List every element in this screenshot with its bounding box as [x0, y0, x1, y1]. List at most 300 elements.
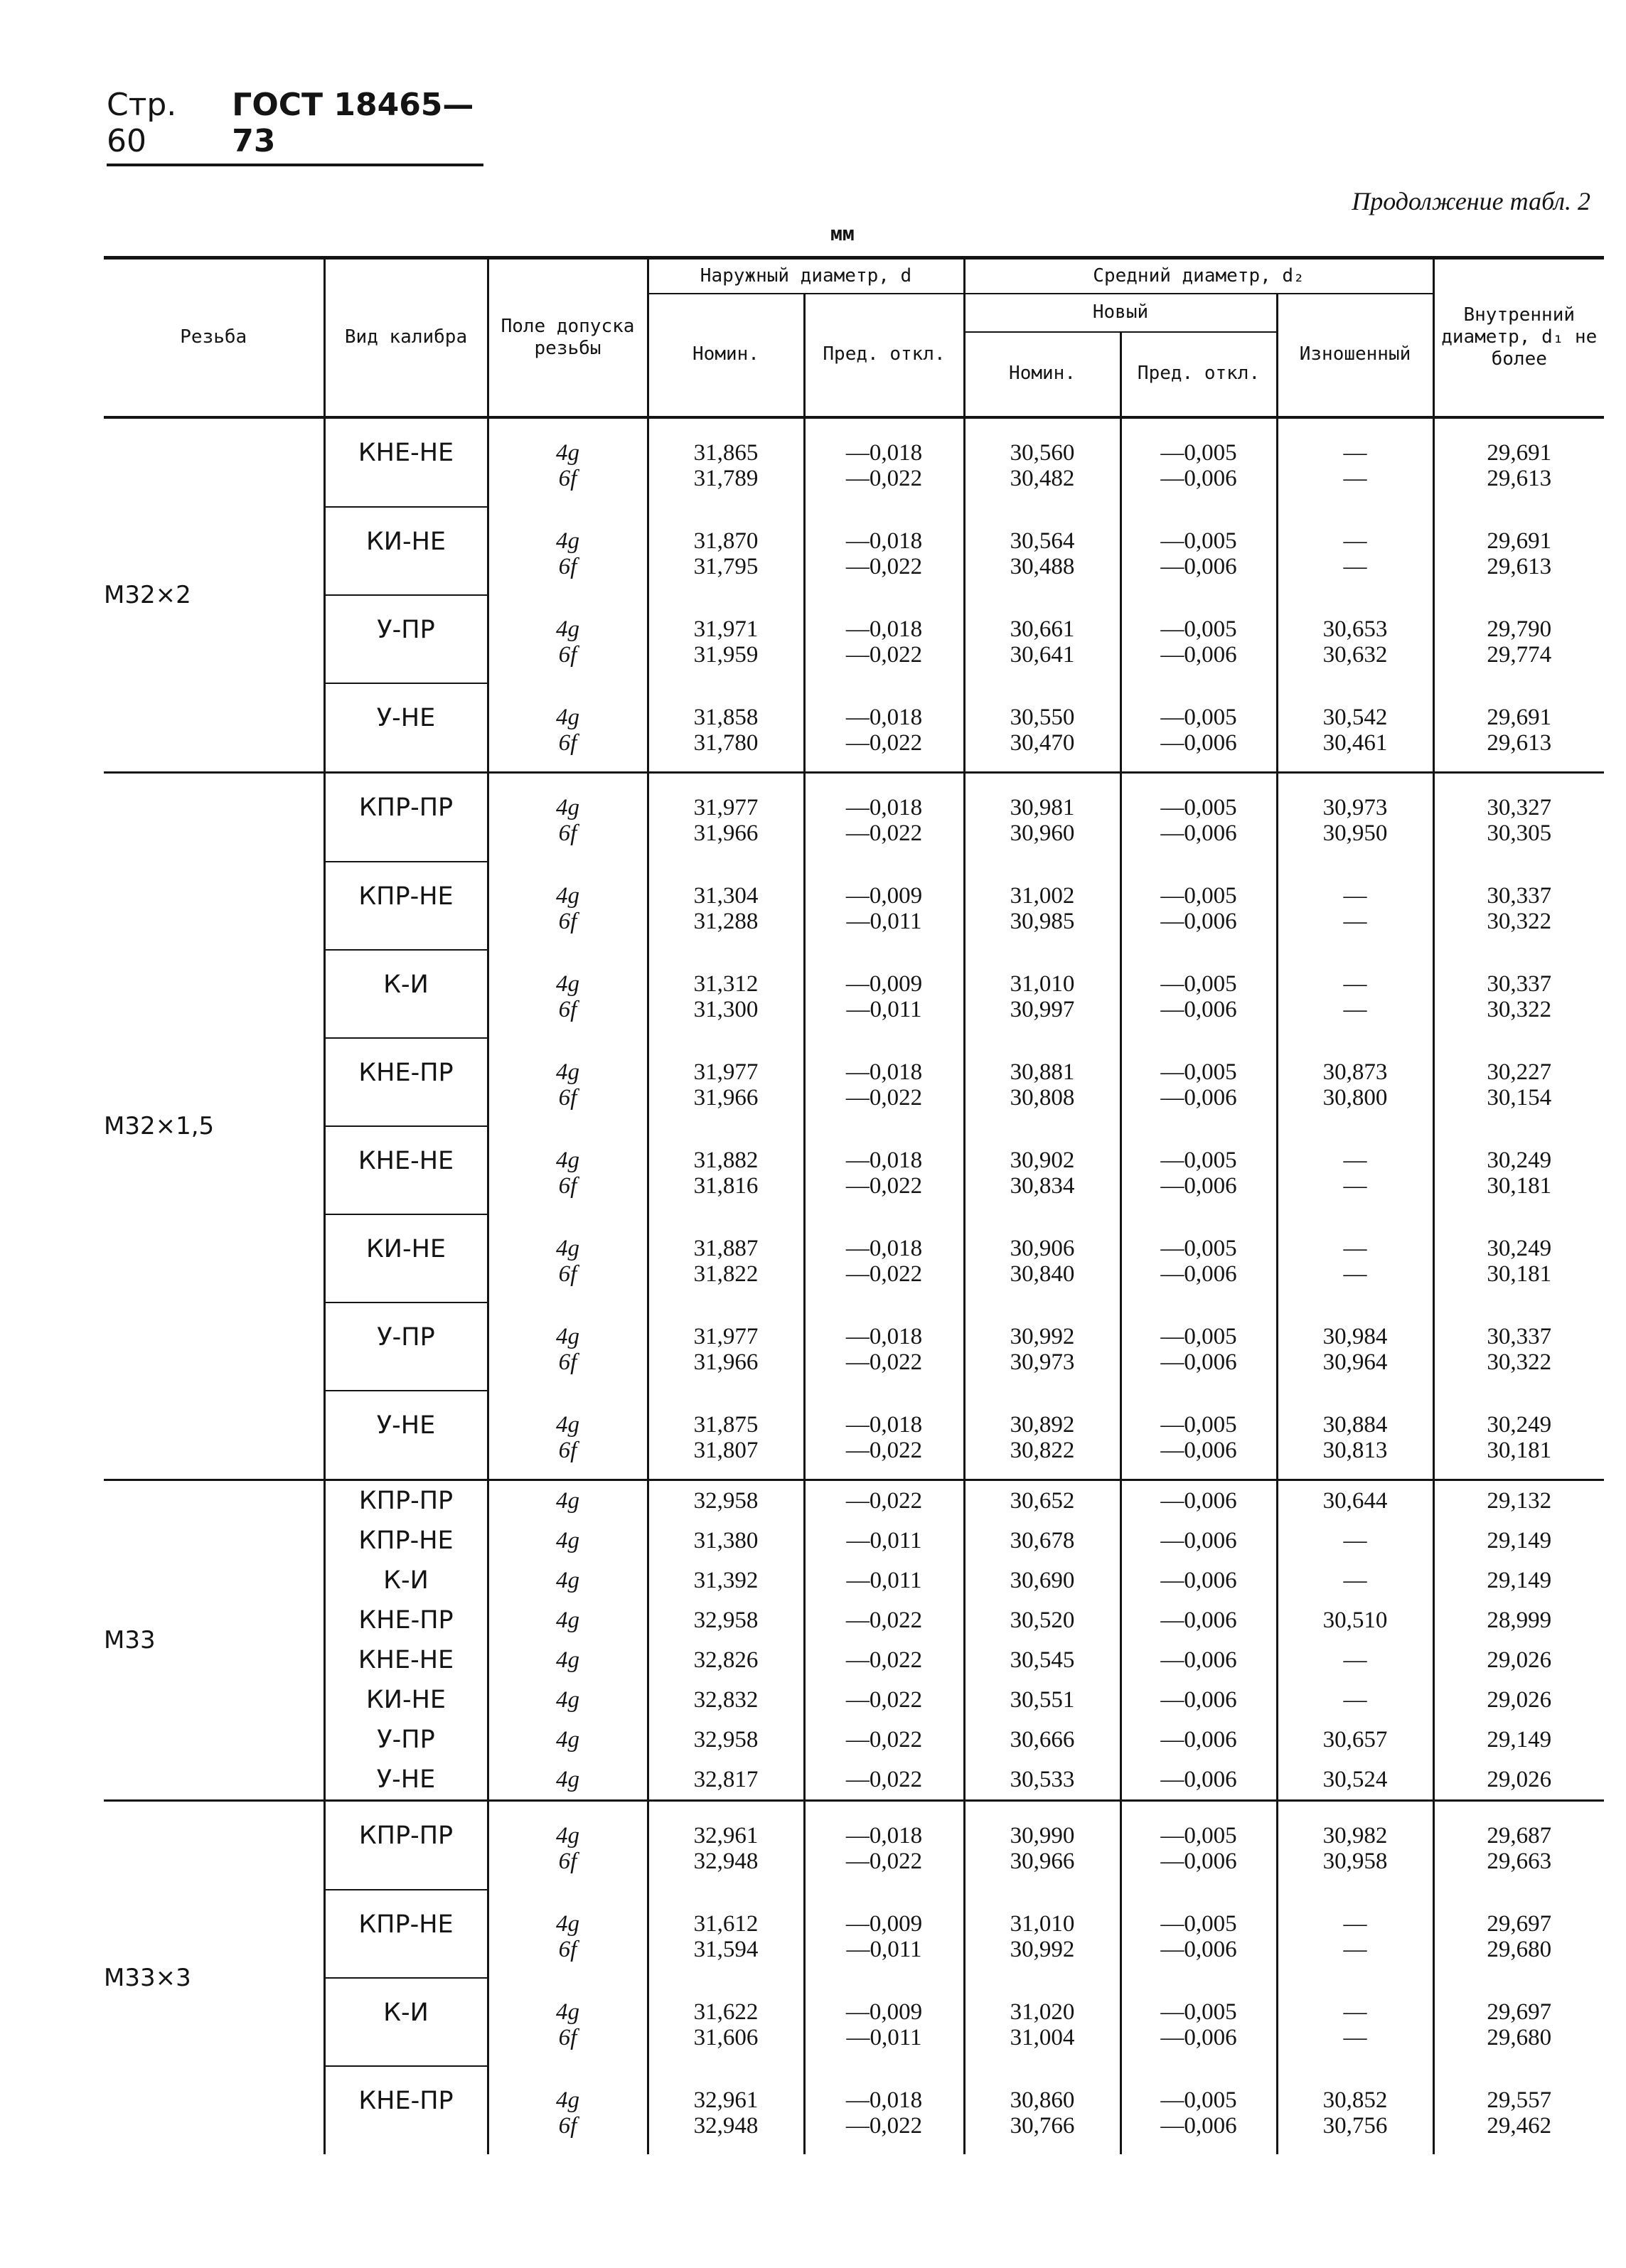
cell-value: 29,680	[1487, 1936, 1552, 1962]
mid-worn-cell	[1277, 683, 1433, 773]
outer-nom-cell	[648, 1600, 804, 1640]
inner-cell	[1433, 950, 1604, 1038]
col-outer-group: Наружный диаметр, d	[648, 258, 964, 294]
cell-value: 29,613	[1487, 729, 1552, 756]
col-vid: Вид калибра	[324, 258, 488, 416]
gauge-type-label: КПР-НЕ	[358, 1910, 454, 1939]
mid-worn-cell	[1277, 1890, 1433, 1978]
cell-value: —0,006	[1160, 2112, 1237, 2139]
cell-value: —0,006	[1160, 1686, 1237, 1713]
cell-value: 29,026	[1487, 1647, 1552, 1673]
cell-value: 31,807	[693, 1437, 759, 1463]
cell-value: —0,005	[1160, 882, 1237, 909]
outer-dev-cell	[804, 1391, 964, 1480]
gauge-type	[324, 417, 488, 507]
cell-value: 31,789	[693, 465, 759, 491]
cell-value: 30,564	[1010, 528, 1075, 554]
outer-nom-cell	[648, 950, 804, 1038]
outer-nom-cell	[648, 1640, 804, 1680]
table-body	[104, 417, 1604, 2154]
cell-value: 30,997	[1010, 996, 1075, 1022]
cell-value: 29,774	[1487, 641, 1552, 668]
mid-dev-cell	[1120, 595, 1277, 683]
outer-nom-cell	[648, 1126, 804, 1214]
outer-nom-cell	[648, 683, 804, 773]
cell-value: 30,181	[1487, 1437, 1552, 1463]
cell-value: —0,018	[845, 1411, 923, 1438]
outer-dev-cell	[804, 1521, 964, 1561]
inner-cell	[1433, 1978, 1604, 2066]
cell-value: 29,149	[1487, 1567, 1552, 1593]
cell-value: 30,990	[1010, 1822, 1075, 1849]
cell-value: —	[1343, 528, 1367, 554]
cell-value: —0,006	[1160, 553, 1237, 579]
cell-value: —0,022	[845, 1084, 923, 1111]
col-mid-worn: Изношенный	[1277, 294, 1433, 416]
table-row	[104, 1978, 1604, 2066]
outer-dev-cell	[804, 1680, 964, 1720]
cell-value: 32,817	[693, 1766, 759, 1792]
cell-value: 30,227	[1487, 1059, 1552, 1085]
mid-nom-cell	[964, 507, 1120, 595]
cell-value: 29,697	[1487, 1910, 1552, 1937]
cell-value: 31,966	[693, 820, 759, 846]
table-row	[104, 507, 1604, 595]
inner-cell	[1433, 1640, 1604, 1680]
gauge-type-label: К-И	[383, 1998, 429, 2027]
cell-value: 32,958	[693, 1726, 759, 1753]
mid-nom-cell	[964, 595, 1120, 683]
cell-value: —0,006	[1160, 1848, 1237, 1874]
cell-value: 4g	[556, 1235, 579, 1261]
gauge-type-label: КИ-НЕ	[365, 1234, 446, 1263]
cell-value: 30,181	[1487, 1172, 1552, 1199]
table-row	[104, 1680, 1604, 1720]
table-row	[104, 1720, 1604, 1760]
cell-value: 31,020	[1010, 1999, 1075, 2025]
col-mid-new: Новый	[964, 294, 1277, 332]
gauge-type	[324, 772, 488, 862]
outer-nom-cell	[648, 417, 804, 507]
mid-nom-cell	[964, 862, 1120, 950]
cell-value: 30,653	[1322, 616, 1388, 642]
cell-value: 30,958	[1322, 1848, 1388, 1874]
gauge-type	[324, 1720, 488, 1760]
cell-value: 32,961	[693, 2087, 759, 2113]
cell-value: —0,022	[845, 1686, 923, 1713]
cell-value: —0,006	[1160, 1527, 1237, 1553]
mid-dev-cell	[1120, 1800, 1277, 1890]
cell-value: 31,312	[693, 970, 759, 997]
cell-value: 31,004	[1010, 2024, 1075, 2050]
mid-nom-cell	[964, 1760, 1120, 1801]
cell-value: —0,005	[1160, 439, 1237, 466]
mid-dev-cell	[1120, 417, 1277, 507]
outer-nom-cell	[648, 772, 804, 862]
col-outer-nom: Номин.	[648, 294, 804, 416]
cell-value: 31,288	[693, 908, 759, 934]
gauge-type-label: КНЕ-ПР	[358, 2086, 454, 2115]
mid-worn-cell	[1277, 1760, 1433, 1801]
cell-value: —0,022	[845, 465, 923, 491]
mid-nom-cell	[964, 1521, 1120, 1561]
col-pole-cell	[488, 1600, 648, 1640]
cell-value: —0,011	[846, 908, 922, 934]
gauge-type	[324, 1126, 488, 1214]
cell-value: 4g	[556, 1411, 579, 1438]
mid-dev-cell	[1120, 1640, 1277, 1680]
gauge-type	[324, 1800, 488, 1890]
cell-value: —0,022	[845, 1487, 923, 1514]
mid-dev-cell	[1120, 1391, 1277, 1480]
cell-value: —0,018	[845, 1147, 923, 1173]
cell-value: 4g	[556, 1686, 579, 1713]
cell-value: 6f	[558, 1261, 577, 1287]
mid-nom-cell	[964, 1391, 1120, 1480]
inner-cell	[1433, 1303, 1604, 1391]
gauge-type	[324, 1521, 488, 1561]
gauge-type-label: КНЕ-ПР	[358, 1605, 454, 1635]
col-pole-cell	[488, 1890, 648, 1978]
mid-dev-cell	[1120, 1126, 1277, 1214]
cell-value: 30,249	[1487, 1235, 1552, 1261]
table-row	[104, 1521, 1604, 1561]
outer-dev-cell	[804, 1640, 964, 1680]
cell-value: 30,834	[1010, 1172, 1075, 1199]
cell-value: —0,022	[845, 1726, 923, 1753]
cell-value: —0,005	[1160, 970, 1237, 997]
cell-value: 30,337	[1487, 970, 1552, 997]
gauge-type-label: У-НЕ	[376, 1765, 436, 1794]
cell-value: 4g	[556, 704, 579, 730]
cell-value: 28,999	[1487, 1607, 1552, 1633]
cell-value: 30,154	[1487, 1084, 1552, 1111]
cell-value: 30,181	[1487, 1261, 1552, 1287]
cell-value: 31,858	[693, 704, 759, 730]
cell-value: —0,006	[1160, 1487, 1237, 1514]
outer-dev-cell	[804, 1480, 964, 1521]
cell-value: 30,545	[1010, 1647, 1075, 1673]
cell-value: —0,006	[1160, 641, 1237, 668]
cell-value: 31,002	[1010, 882, 1075, 909]
gauge-type	[324, 507, 488, 595]
inner-cell	[1433, 417, 1604, 507]
cell-value: —0,011	[846, 1936, 922, 1962]
cell-value: 32,948	[693, 1848, 759, 1874]
gauge-type	[324, 1600, 488, 1640]
inner-cell	[1433, 1561, 1604, 1600]
gauge-type-label: КПР-ПР	[358, 1486, 454, 1515]
cell-value: 31,795	[693, 553, 759, 579]
mid-nom-cell	[964, 950, 1120, 1038]
gauge-type	[324, 683, 488, 773]
cell-value: —0,022	[845, 1766, 923, 1792]
cell-value: 30,984	[1322, 1323, 1388, 1349]
mid-dev-cell	[1120, 950, 1277, 1038]
cell-value: —0,005	[1160, 528, 1237, 554]
gauge-type	[324, 2066, 488, 2154]
cell-value: 30,960	[1010, 820, 1075, 846]
cell-value: 30,906	[1010, 1235, 1075, 1261]
mid-dev-cell	[1120, 1480, 1277, 1521]
cell-value: 31,882	[693, 1147, 759, 1173]
cell-value: —0,022	[845, 1437, 923, 1463]
col-pole-cell	[488, 862, 648, 950]
mid-worn-cell	[1277, 1561, 1433, 1600]
outer-dev-cell	[804, 772, 964, 862]
cell-value: —0,018	[845, 439, 923, 466]
cell-value: 30,461	[1322, 729, 1388, 756]
cell-value: —	[1343, 465, 1367, 491]
col-pole-cell	[488, 1303, 648, 1391]
mid-dev-cell	[1120, 1680, 1277, 1720]
cell-value: 6f	[558, 2024, 577, 2050]
cell-value: 30,766	[1010, 2112, 1075, 2139]
outer-nom-cell	[648, 1038, 804, 1126]
units-label: мм	[830, 222, 855, 245]
cell-value: 31,622	[693, 1999, 759, 2025]
cell-value: 31,780	[693, 729, 759, 756]
cell-value: —0,022	[845, 1647, 923, 1673]
cell-value: 6f	[558, 641, 577, 668]
cell-value: 30,840	[1010, 1261, 1075, 1287]
cell-value: 32,832	[693, 1686, 759, 1713]
mid-dev-cell	[1120, 772, 1277, 862]
cell-value: —0,005	[1160, 1999, 1237, 2025]
gauge-type-label: У-НЕ	[376, 1411, 436, 1440]
col-mid-dev: Пред. откл.	[1120, 332, 1277, 416]
cell-value: 32,961	[693, 1822, 759, 1849]
outer-dev-cell	[804, 950, 964, 1038]
gauge-type-label: К-И	[383, 970, 429, 999]
gauge-type	[324, 1680, 488, 1720]
col-pole-cell	[488, 1640, 648, 1680]
mid-worn-cell	[1277, 1978, 1433, 2066]
mid-dev-cell	[1120, 683, 1277, 773]
mid-worn-cell	[1277, 2066, 1433, 2154]
cell-value: —	[1343, 2024, 1367, 2050]
cell-value: 32,948	[693, 2112, 759, 2139]
mid-nom-cell	[964, 1640, 1120, 1680]
mid-dev-cell	[1120, 1720, 1277, 1760]
outer-dev-cell	[804, 1303, 964, 1391]
outer-nom-cell	[648, 1890, 804, 1978]
cell-value: —	[1343, 908, 1367, 934]
thread-designation: М33×3	[104, 1800, 324, 2154]
cell-value: 30,644	[1322, 1487, 1388, 1514]
cell-value: 31,010	[1010, 1910, 1075, 1937]
cell-value: 30,808	[1010, 1084, 1075, 1111]
cell-value: 32,826	[693, 1647, 759, 1673]
cell-value: —0,005	[1160, 2087, 1237, 2113]
cell-value: 31,966	[693, 1349, 759, 1375]
cell-value: 6f	[558, 908, 577, 934]
cell-value: —0,005	[1160, 1910, 1237, 1937]
col-resba: Резьба	[104, 258, 324, 416]
table-row	[104, 417, 1604, 507]
cell-value: —0,006	[1160, 1567, 1237, 1593]
cell-value: —0,018	[845, 1323, 923, 1349]
cell-value: —0,011	[846, 996, 922, 1022]
col-pole-cell	[488, 1480, 648, 1521]
col-pole-cell	[488, 683, 648, 773]
cell-value: 29,613	[1487, 553, 1552, 579]
cell-value: —0,005	[1160, 1235, 1237, 1261]
table-row	[104, 1480, 1604, 1521]
outer-nom-cell	[648, 2066, 804, 2154]
cell-value: 6f	[558, 1084, 577, 1111]
mid-dev-cell	[1120, 507, 1277, 595]
cell-value: 29,663	[1487, 1848, 1552, 1874]
cell-value: 4g	[556, 1147, 579, 1173]
cell-value: 29,132	[1487, 1487, 1552, 1514]
cell-value: 30,322	[1487, 996, 1552, 1022]
table-header	[104, 258, 1604, 417]
cell-value: —0,006	[1160, 1437, 1237, 1463]
mid-nom-cell	[964, 683, 1120, 773]
gauge-type-label: У-ПР	[377, 1322, 435, 1352]
cell-value: 29,691	[1487, 528, 1552, 554]
thread-designation: М33	[104, 1480, 324, 1800]
cell-value: —0,018	[845, 1059, 923, 1085]
cell-value: 29,149	[1487, 1527, 1552, 1553]
cell-value: 30,860	[1010, 2087, 1075, 2113]
mid-nom-cell	[964, 2066, 1120, 2154]
cell-value: 30,964	[1322, 1349, 1388, 1375]
col-pole-cell	[488, 1680, 648, 1720]
outer-dev-cell	[804, 1126, 964, 1214]
cell-value: —0,009	[845, 882, 923, 909]
outer-dev-cell	[804, 417, 964, 507]
cell-value: —0,005	[1160, 1411, 1237, 1438]
cell-value: 4g	[556, 1059, 579, 1085]
mid-nom-cell	[964, 1480, 1120, 1521]
cell-value: —	[1343, 1647, 1367, 1673]
mid-worn-cell	[1277, 1640, 1433, 1680]
inner-cell	[1433, 862, 1604, 950]
col-inner: Внутренний диаметр, d₁ не более	[1433, 258, 1604, 416]
cell-value: 6f	[558, 729, 577, 756]
cell-value: —0,006	[1160, 1261, 1237, 1287]
inner-cell	[1433, 1391, 1604, 1480]
outer-dev-cell	[804, 1600, 964, 1640]
cell-value: —0,005	[1160, 1323, 1237, 1349]
cell-value: 30,950	[1322, 820, 1388, 846]
table-row	[104, 1126, 1604, 1214]
cell-value: 30,632	[1322, 641, 1388, 668]
cell-value: 30,666	[1010, 1726, 1075, 1753]
inner-cell	[1433, 2066, 1604, 2154]
cell-value: 30,520	[1010, 1607, 1075, 1633]
cell-value: —0,018	[845, 1235, 923, 1261]
cell-value: 29,026	[1487, 1766, 1552, 1792]
table-row	[104, 862, 1604, 950]
gauge-type-label: КПР-ПР	[358, 793, 454, 822]
col-pole-cell	[488, 595, 648, 683]
cell-value: 29,790	[1487, 616, 1552, 642]
mid-worn-cell	[1277, 507, 1433, 595]
inner-cell	[1433, 1890, 1604, 1978]
cell-value: 30,661	[1010, 616, 1075, 642]
table-row	[104, 950, 1604, 1038]
mid-worn-cell	[1277, 417, 1433, 507]
cell-value: 31,816	[693, 1172, 759, 1199]
cell-value: —	[1343, 1936, 1367, 1962]
outer-nom-cell	[648, 1680, 804, 1720]
mid-nom-cell	[964, 1800, 1120, 1890]
cell-value: 6f	[558, 553, 577, 579]
outer-nom-cell	[648, 1978, 804, 2066]
outer-dev-cell	[804, 1720, 964, 1760]
mid-worn-cell	[1277, 595, 1433, 683]
cell-value: 30,657	[1322, 1726, 1388, 1753]
cell-value: —0,006	[1160, 820, 1237, 846]
cell-value: —0,006	[1160, 1607, 1237, 1633]
table-row	[104, 2066, 1604, 2154]
cell-value: 30,966	[1010, 1848, 1075, 1874]
cell-value: 4g	[556, 1487, 579, 1514]
cell-value: 6f	[558, 1172, 577, 1199]
cell-value: 30,337	[1487, 882, 1552, 909]
cell-value: —0,006	[1160, 1766, 1237, 1792]
cell-value: 30,756	[1322, 2112, 1388, 2139]
gauge-type-label: КПР-НЕ	[358, 1526, 454, 1555]
cell-value: 30,678	[1010, 1527, 1075, 1553]
mid-nom-cell	[964, 1561, 1120, 1600]
col-pole: Поле допуска резьбы	[488, 258, 648, 416]
cell-value: 29,687	[1487, 1822, 1552, 1849]
gauge-type-label: У-ПР	[377, 1725, 435, 1754]
cell-value: 6f	[558, 1848, 577, 1874]
outer-dev-cell	[804, 1800, 964, 1890]
col-pole-cell	[488, 772, 648, 862]
inner-cell	[1433, 1214, 1604, 1303]
outer-nom-cell	[648, 595, 804, 683]
cell-value: —0,022	[845, 820, 923, 846]
cell-value: 30,322	[1487, 908, 1552, 934]
cell-value: —0,006	[1160, 1936, 1237, 1962]
mid-dev-cell	[1120, 1978, 1277, 2066]
inner-cell	[1433, 1760, 1604, 1801]
cell-value: —0,006	[1160, 1084, 1237, 1111]
gauge-type-label: КНЕ-НЕ	[358, 1146, 454, 1175]
col-pole-cell	[488, 1978, 648, 2066]
cell-value: 30,852	[1322, 2087, 1388, 2113]
mid-dev-cell	[1120, 2066, 1277, 2154]
cell-value: 31,304	[693, 882, 759, 909]
cell-value: —	[1343, 996, 1367, 1022]
cell-value: 29,691	[1487, 704, 1552, 730]
outer-dev-cell	[804, 1978, 964, 2066]
cell-value: 4g	[556, 1766, 579, 1792]
mid-worn-cell	[1277, 1600, 1433, 1640]
cell-value: —0,006	[1160, 729, 1237, 756]
col-pole-cell	[488, 507, 648, 595]
mid-worn-cell	[1277, 1521, 1433, 1561]
cell-value: —0,006	[1160, 1726, 1237, 1753]
col-pole-cell	[488, 1760, 648, 1801]
table-row	[104, 1760, 1604, 1801]
cell-value: 31,966	[693, 1084, 759, 1111]
cell-value: 29,680	[1487, 2024, 1552, 2050]
table-row	[104, 1890, 1604, 1978]
gauge-type	[324, 595, 488, 683]
cell-value: 4g	[556, 882, 579, 909]
cell-value: —	[1343, 1686, 1367, 1713]
inner-cell	[1433, 1126, 1604, 1214]
gauge-type	[324, 1760, 488, 1801]
cell-value: —0,022	[845, 1607, 923, 1633]
